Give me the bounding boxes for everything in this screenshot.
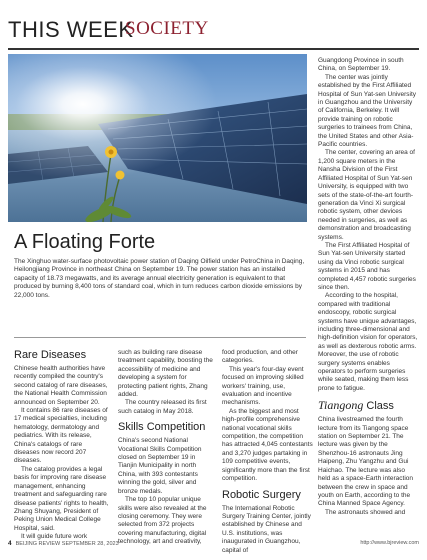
solar-station-illustration [8, 54, 307, 222]
page-number: 4 [8, 540, 12, 547]
paragraph: The center, covering an area of 1,200 square meters in the Nansha Division of the First Affiliated Hospital of Sun Yat-sen University, is equipped with two sets of the state-of-the-art fourth-generation da Vinci Xi surgical robotic system, other devices needed in surgeries, as well as demonstration and broadcasting systems. [318, 149, 415, 241]
header-rule [8, 48, 419, 50]
paragraph: The top 10 popular unique skills were also revealed at the closing ceremony. They were selected from 372 projects covering manufacturing, digital technology, art and creativity, [118, 496, 207, 546]
page-header [8, 14, 419, 48]
rare-diseases-heading: Rare Diseases [14, 349, 87, 361]
feature-caption: The Xinghuo water-surface photovoltaic power station of Daqing Oilfield under PetroChina in Daqing, Heilongjiang Province in northeast China on September 19. The power station has an installed capacity of 18.73 megawatts, and its average annual electricity generation is equivalent to that produced by burning 8,400 tons of standard coal, which in turn reduces carbon dioxide emissions by 22,000 tons. [14, 258, 305, 299]
this-week-label: THIS WEEK [8, 17, 134, 42]
paragraph: Guangdong Province in south China, on September 19. [318, 57, 404, 73]
paragraph: The astronauts showed and [325, 508, 406, 516]
solar-station-photo [8, 54, 307, 222]
paragraph: The First Affiliated Hospital of Sun Yat-sen University started using da Vinci robotic surgical systems in 2015 and has completed 4,457 robotic surgeries since then. [318, 241, 416, 291]
tiangong-heading [318, 398, 419, 413]
footer-left [8, 540, 119, 547]
column-4 [318, 57, 419, 517]
page-footer [8, 538, 419, 552]
paragraph: The country released its first such catalog in May 2018. [118, 399, 207, 415]
paragraph: It will guide future work [21, 533, 88, 541]
column-2 [118, 349, 213, 547]
tiangong-heading-rest: Class [363, 400, 394, 413]
paragraph: The International Robotic Surgery Training Center, jointly established by Chinese and U.S. institutions, was inaugurated in Guangzhou, capital of [222, 504, 311, 554]
paragraph: food production, and other categories. [222, 349, 298, 365]
paragraph: According to the hospital, compared with traditional endoscopy, robotic surgical systems have unique advantages, including three-dimensional and high-definition vision for operators, as well as dexterous robotic arms. Moreover, the use of robotic surgery systems enables operators to perform surgeries while seated, making them less prone to fatigue. [318, 292, 418, 392]
section-label: SOCIETY [125, 18, 209, 39]
feature-title: A Floating Forte [14, 231, 156, 253]
publication-line: BEIJING REVIEW SEPTEMBER 28, 2023 [15, 541, 119, 547]
tiangong-heading-italic: Tiangong [318, 398, 364, 413]
paragraph: such as building rare disease treatment capability, boosting the accessibility of medicine and developing a system for protecting patient rights, Zhang added. [118, 349, 213, 399]
paragraph: The catalog provides a legal basis for improving rare disease management, enhancing treatment and safeguarding rare disease patients' rights to health, Zhang Shuyang, President of Peking Union Medical College Hospital, said. [14, 465, 109, 532]
website-link[interactable]: http://www.bjreview.com [360, 540, 419, 546]
paragraph: China livestreamed the fourth lecture from its Tiangong space station on September 21. The lecture was given by the Shenzhou-16 astronauts Jing Haipeng, Zhu Yangzhu and Gui Haichao. The lecture was also held as a space-Earth interaction between the crew in space and youth on Earth, according to the China Manned Space Agency. [318, 416, 414, 508]
column-1 [14, 349, 109, 542]
paragraph: It contains 86 rare diseases of 17 medical specialties, including hematology, dermatology and pediatrics. With its release, China's catalogs of rare diseases now record 207 diseases. [14, 407, 108, 465]
paragraph: As the biggest and most high-profile comprehensive national vocational skills competition, the competition has attracted 4,045 contestants and 3,270 judges partaking in 109 competitive events, significantly more than the first competition. [222, 407, 313, 483]
column-3 [222, 349, 314, 555]
skills-heading: Skills Competition [118, 421, 206, 434]
robotic-surgery-heading: Robotic Surgery [222, 488, 301, 501]
paragraph: China's second National Vocational Skills Competition closed on September 19 in Tianjin Municipality in north China, with 393 contestants winning the gold, silver and bronze medals. [118, 437, 202, 495]
paragraph: This year's four-day event focused on improving skilled workers' training, use, evaluation and incentive mechanisms. [222, 365, 304, 407]
section-divider [14, 337, 306, 338]
paragraph: Chinese health authorities have recently compiled the country's second catalog of rare diseases, the National Health Commission announced on September 20. [14, 365, 108, 406]
paragraph: The center was jointly established by the First Affiliated Hospital of Sun Yat-sen University in Guangzhou and the University of California, Berkeley. It will provide training on robotic surgeries to trainees from China, the United States and other Asia-Pacific countries. [318, 73, 417, 149]
